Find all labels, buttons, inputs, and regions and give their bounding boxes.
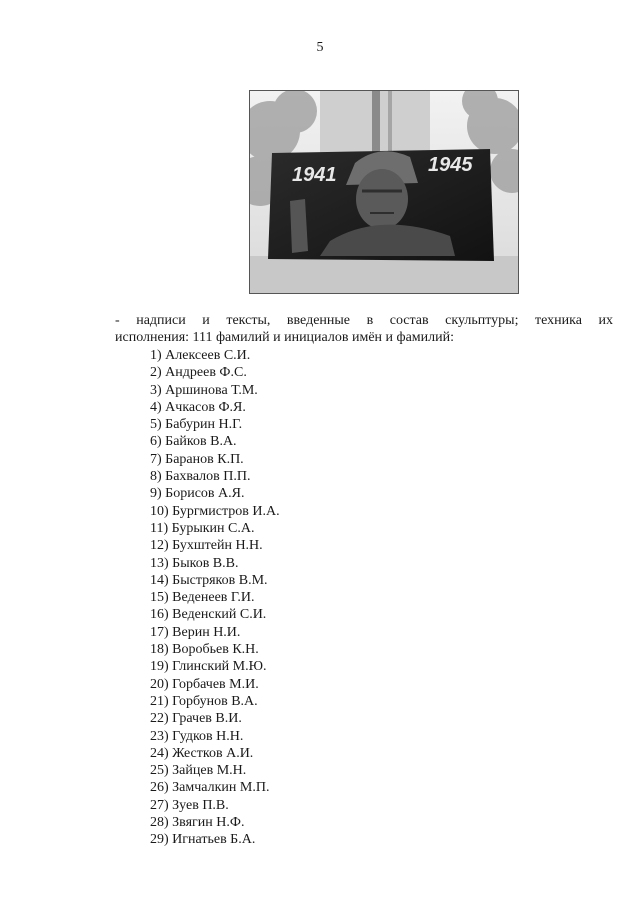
list-item: 22) Грачев В.И. [150,711,242,727]
list-item: 12) Бухштейн Н.Н. [150,538,263,554]
list-item: 1) Алексеев С.И. [150,348,251,363]
list-item: 10) Бургмистров И.А. [150,503,280,519]
year-right: 1945 [428,154,473,176]
list-item: 13) Быков В.В. [150,555,239,571]
list-item: 28) Звягин Н.Ф. [150,815,245,831]
list-item: 25) Зайцев М.Н. [150,763,247,779]
intro-line-2: исполнения: 111 фамилий и инициалов имён и фамилий: [115,330,455,345]
list-item: 8) Бахвалов П.П. [150,469,251,485]
list-item: 16) Веденский С.И. [150,607,267,623]
list-item: 11) Бурыкин С.А. [150,520,255,536]
list-item: 7) Баранов К.П. [150,451,244,467]
list-item: 17) Верин Н.И. [150,624,241,640]
list-item: 2) Андреев Ф.С. [150,365,247,381]
list-item: 27) Зуев П.В. [150,797,229,813]
list-item: 26) Замчалкин М.П. [150,780,270,796]
list-item: 21) Горбунов В.А. [150,693,258,709]
memorial-relief-image [250,91,518,293]
list-item: 6) Байков В.А. [150,434,237,450]
year-left: 1941 [292,164,337,186]
list-item: 23) Гудков Н.Н. [150,728,244,744]
list-item: 29) Игнатьев Б.А. [150,832,256,848]
names-list [150,347,280,849]
page-number: 5 [316,40,324,55]
list-item: 24) Жестков А.И. [150,745,254,761]
memorial-photo [249,90,519,294]
intro-line-1: - надписи и тексты, введенные в состав скульптуры; техника их [115,313,613,328]
list-item: 15) Веденеев Г.И. [150,590,255,606]
list-item: 18) Воробьев К.Н. [150,642,259,658]
ground [250,256,518,293]
intro-paragraph [115,312,613,346]
list-item: 20) Горбачев М.И. [150,676,259,692]
list-item: 4) Ачкасов Ф.Я. [150,399,246,415]
list-item: 14) Быстряков В.М. [150,572,268,588]
list-item: 5) Бабурин Н.Г. [150,417,243,433]
list-item: 3) Аршинова Т.М. [150,382,258,398]
list-item: 19) Глинский М.Ю. [150,659,267,675]
list-item: 9) Борисов А.Я. [150,486,245,502]
